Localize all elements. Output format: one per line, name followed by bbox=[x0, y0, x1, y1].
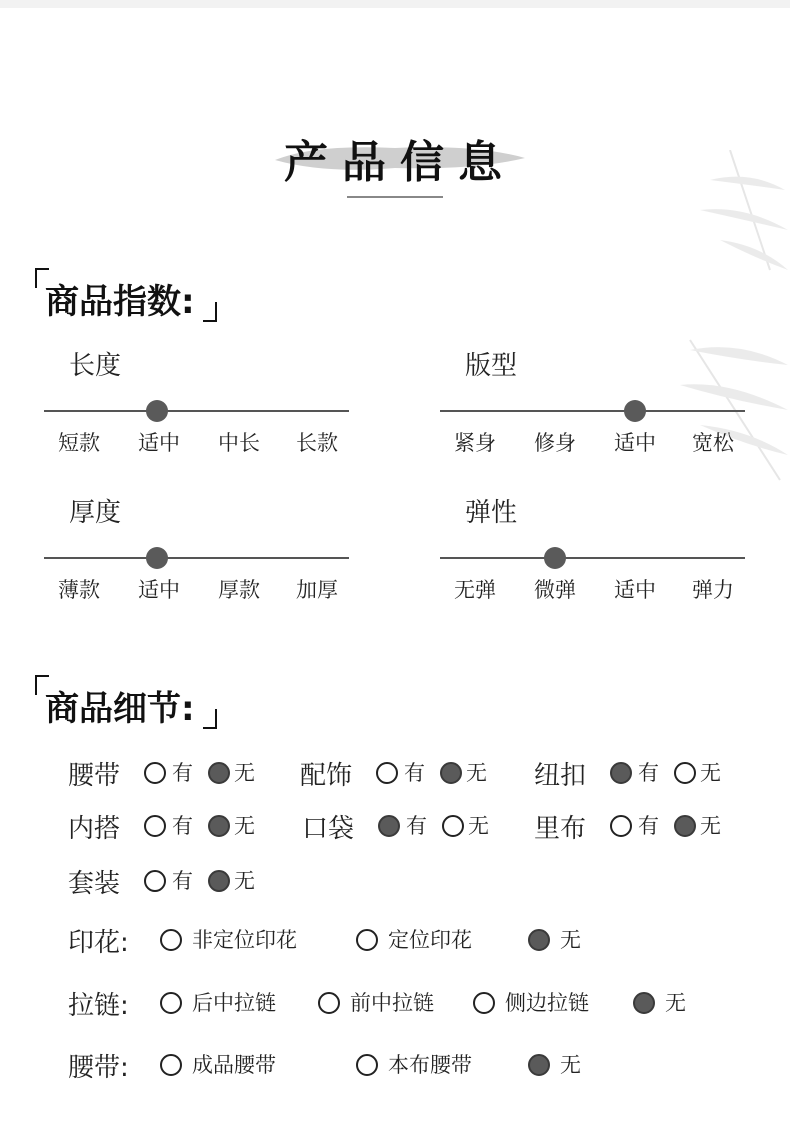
detail-item bbox=[68, 755, 288, 789]
radio-no[interactable] bbox=[674, 762, 696, 784]
detail-label: 套装 bbox=[68, 869, 121, 899]
option-radio[interactable] bbox=[633, 992, 655, 1014]
product-detail-title: 商品细节: bbox=[45, 689, 195, 729]
detail-label: 配饰 bbox=[300, 761, 353, 791]
radio-no-label: 无 bbox=[468, 814, 489, 838]
option-radio[interactable] bbox=[356, 1054, 378, 1076]
radio-yes-label: 有 bbox=[172, 814, 193, 838]
radio-no[interactable] bbox=[208, 870, 230, 892]
detail-label: 腰带 bbox=[68, 761, 121, 791]
detail-label: 里布 bbox=[534, 814, 587, 844]
scale-track bbox=[440, 410, 745, 412]
radio-no[interactable] bbox=[440, 762, 462, 784]
page-title-text: 产品信息 bbox=[284, 137, 516, 188]
scale-option[interactable]: 适中 bbox=[138, 431, 180, 455]
scale-option[interactable]: 微弹 bbox=[534, 578, 576, 602]
radio-yes-label: 有 bbox=[406, 814, 427, 838]
scale-option[interactable]: 加厚 bbox=[296, 578, 338, 602]
scale-option[interactable]: 无弹 bbox=[454, 578, 496, 602]
radio-no-label: 无 bbox=[700, 814, 721, 838]
option-row bbox=[68, 985, 748, 1019]
radio-yes-label: 有 bbox=[638, 761, 659, 785]
radio-yes-label: 有 bbox=[638, 814, 659, 838]
option-row bbox=[68, 1047, 748, 1081]
radio-yes[interactable] bbox=[610, 762, 632, 784]
radio-no-label: 无 bbox=[234, 814, 255, 838]
title-underline bbox=[347, 196, 443, 198]
option-radio-label: 侧边拉链 bbox=[505, 991, 589, 1015]
radio-yes[interactable] bbox=[378, 815, 400, 837]
scale-option[interactable]: 修身 bbox=[534, 431, 576, 455]
scale-option[interactable]: 短款 bbox=[58, 431, 100, 455]
scale-option[interactable]: 厚款 bbox=[218, 578, 260, 602]
radio-no[interactable] bbox=[442, 815, 464, 837]
detail-item bbox=[534, 755, 754, 789]
radio-yes-label: 有 bbox=[172, 869, 193, 893]
radio-yes[interactable] bbox=[610, 815, 632, 837]
radio-no-label: 无 bbox=[466, 761, 487, 785]
option-radio-label: 无 bbox=[665, 991, 686, 1015]
corner-bracket-bottom-right bbox=[203, 302, 217, 322]
scale-selected-dot[interactable] bbox=[544, 547, 566, 569]
detail-item bbox=[534, 808, 754, 842]
scale-track bbox=[44, 410, 349, 412]
option-radio[interactable] bbox=[528, 1054, 550, 1076]
scale-option[interactable]: 适中 bbox=[614, 431, 656, 455]
detail-item bbox=[68, 808, 288, 842]
scale-track bbox=[44, 557, 349, 559]
scale-options bbox=[440, 574, 745, 604]
radio-no-label: 无 bbox=[234, 761, 255, 785]
product-detail-heading bbox=[35, 675, 213, 727]
detail-label: 口袋 bbox=[302, 814, 355, 844]
product-index-title: 商品指数: bbox=[45, 282, 195, 322]
option-row-label: 拉链: bbox=[68, 991, 129, 1021]
scale-label: 弹性 bbox=[465, 498, 518, 528]
scale-label: 厚度 bbox=[69, 498, 122, 528]
option-radio-label: 无 bbox=[560, 928, 581, 952]
option-radio-label: 后中拉链 bbox=[192, 991, 276, 1015]
scale-track bbox=[440, 557, 745, 559]
option-radio-label: 成品腰带 bbox=[192, 1053, 276, 1077]
scale-1 bbox=[440, 345, 745, 455]
scale-option[interactable]: 适中 bbox=[138, 578, 180, 602]
option-row-label: 腰带: bbox=[68, 1053, 129, 1083]
detail-item bbox=[302, 808, 522, 842]
scale-2 bbox=[44, 492, 349, 602]
radio-yes[interactable] bbox=[144, 815, 166, 837]
option-radio[interactable] bbox=[160, 929, 182, 951]
radio-yes[interactable] bbox=[376, 762, 398, 784]
option-radio[interactable] bbox=[473, 992, 495, 1014]
corner-bracket-bottom-right bbox=[203, 709, 217, 729]
option-radio-label: 无 bbox=[560, 1053, 581, 1077]
radio-yes-label: 有 bbox=[404, 761, 425, 785]
option-row bbox=[68, 922, 748, 956]
option-row-label: 印花: bbox=[68, 928, 129, 958]
option-radio[interactable] bbox=[318, 992, 340, 1014]
detail-label: 内搭 bbox=[68, 814, 121, 844]
radio-no[interactable] bbox=[674, 815, 696, 837]
option-radio-label: 前中拉链 bbox=[350, 991, 434, 1015]
scale-3 bbox=[440, 492, 745, 602]
product-index-heading bbox=[35, 268, 213, 320]
scale-option[interactable]: 紧身 bbox=[454, 431, 496, 455]
scale-selected-dot[interactable] bbox=[146, 400, 168, 422]
scale-label: 长度 bbox=[69, 351, 122, 381]
radio-no[interactable] bbox=[208, 762, 230, 784]
option-radio[interactable] bbox=[528, 929, 550, 951]
detail-item bbox=[300, 755, 520, 789]
scale-option[interactable]: 弹力 bbox=[692, 578, 734, 602]
scale-option[interactable]: 中长 bbox=[218, 431, 260, 455]
option-radio[interactable] bbox=[160, 1054, 182, 1076]
scale-option[interactable]: 适中 bbox=[614, 578, 656, 602]
option-radio-label: 本布腰带 bbox=[388, 1053, 472, 1077]
scale-options bbox=[44, 427, 349, 457]
scale-option[interactable]: 宽松 bbox=[692, 431, 734, 455]
radio-no-label: 无 bbox=[700, 761, 721, 785]
detail-item bbox=[68, 863, 288, 897]
option-radio[interactable] bbox=[160, 992, 182, 1014]
scale-0 bbox=[44, 345, 349, 455]
scale-selected-dot[interactable] bbox=[146, 547, 168, 569]
scale-label: 版型 bbox=[465, 351, 518, 381]
radio-yes[interactable] bbox=[144, 762, 166, 784]
radio-no-label: 无 bbox=[234, 869, 255, 893]
scale-option[interactable]: 薄款 bbox=[58, 578, 100, 602]
option-radio-label: 非定位印花 bbox=[192, 928, 297, 952]
page-title bbox=[240, 118, 560, 198]
radio-no[interactable] bbox=[208, 815, 230, 837]
top-strip bbox=[0, 0, 790, 8]
scale-options bbox=[440, 427, 745, 457]
option-radio[interactable] bbox=[356, 929, 378, 951]
detail-label: 纽扣 bbox=[534, 761, 587, 791]
radio-yes-label: 有 bbox=[172, 761, 193, 785]
scale-option[interactable]: 长款 bbox=[296, 431, 338, 455]
radio-yes[interactable] bbox=[144, 870, 166, 892]
scale-options bbox=[44, 574, 349, 604]
scale-selected-dot[interactable] bbox=[624, 400, 646, 422]
option-radio-label: 定位印花 bbox=[388, 928, 472, 952]
